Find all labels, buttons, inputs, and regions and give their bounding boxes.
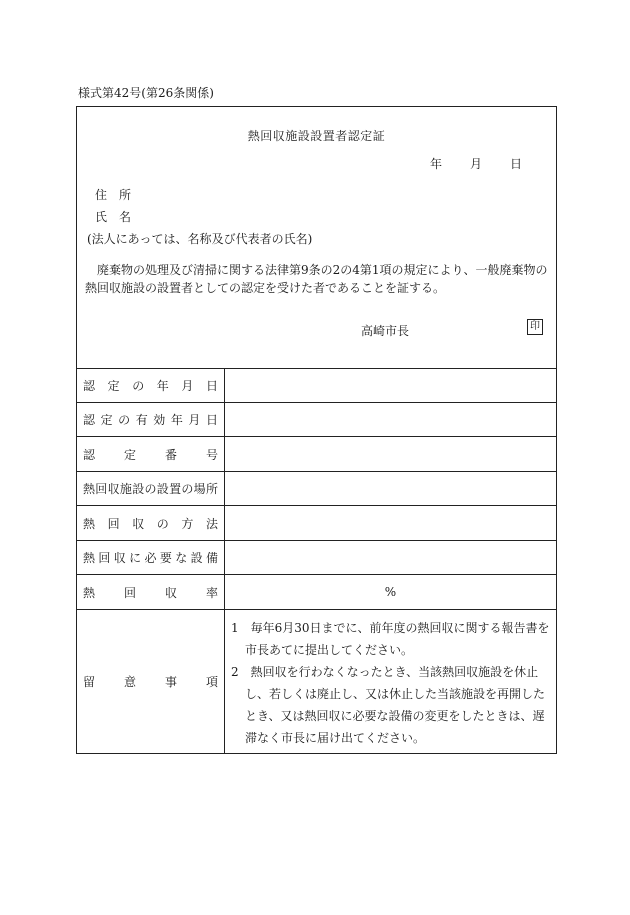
name-label: 氏 名	[95, 210, 132, 224]
row-label: 熱回収の方法	[77, 506, 225, 540]
row-value: %	[384, 585, 397, 599]
issue-date	[430, 155, 522, 172]
table-row-notes	[77, 610, 556, 753]
row-value	[225, 541, 556, 574]
certificate-title: 熱回収施設設置者認定証	[247, 129, 386, 143]
table-row-validity-date	[77, 403, 556, 437]
list-item: 1 毎年6月30日までに、前年度の熱回収に関する報告書を市長あてに提出してください。	[231, 621, 550, 657]
form-number: 様式第42号(第26条関係)	[78, 86, 214, 100]
certification-statement: 廃棄物の処理及び清掃に関する法律第9条の2の4第1項の規定により、一般廃棄物の熱回収施設の設置者としての認定を受けた者であることを証する。	[85, 263, 548, 295]
row-label: 熱回収に必要な設備	[77, 541, 225, 574]
table-row-facility-location	[77, 472, 556, 506]
certificate-section	[77, 107, 556, 369]
row-value	[225, 403, 556, 436]
row-label: 熱回収率	[77, 575, 225, 609]
table-row-recovery-method	[77, 506, 556, 541]
row-label: 認定の有効年月日	[77, 403, 225, 436]
list-item: 2 熱回収を行わなくなったとき、当該熱回収施設を休止し、若しくは廃止し、又は休止した当該施設を再開したとき、又は熱回収に必要な設備の変更をしたときは、遅滞なく市長に届け出てください。	[231, 665, 546, 745]
date-month-label: 月	[469, 157, 482, 171]
table-row-certification-number	[77, 437, 556, 472]
issuer-title: 高崎市長	[361, 324, 410, 338]
row-label: 留意事項	[77, 610, 225, 753]
certificate-frame	[76, 106, 557, 754]
date-year-label: 年	[429, 157, 442, 171]
table-row-recovery-rate	[77, 575, 556, 610]
notes-list	[231, 617, 551, 749]
row-value	[225, 472, 556, 505]
row-label: 熱回収施設の設置の場所	[77, 472, 225, 505]
row-value	[225, 506, 556, 540]
seal-mark: 印	[527, 319, 543, 335]
date-day-label: 日	[509, 157, 522, 171]
row-label: 認定番号	[77, 437, 225, 471]
address-label: 住 所	[95, 188, 132, 202]
row-value	[225, 368, 556, 402]
row-value	[225, 437, 556, 471]
table-row-certification-date	[77, 368, 556, 403]
table-row-required-equipment	[77, 541, 556, 575]
corporate-note: (法人にあっては、名称及び代表者の氏名)	[87, 232, 313, 246]
row-label: 認定の年月日	[77, 368, 225, 402]
